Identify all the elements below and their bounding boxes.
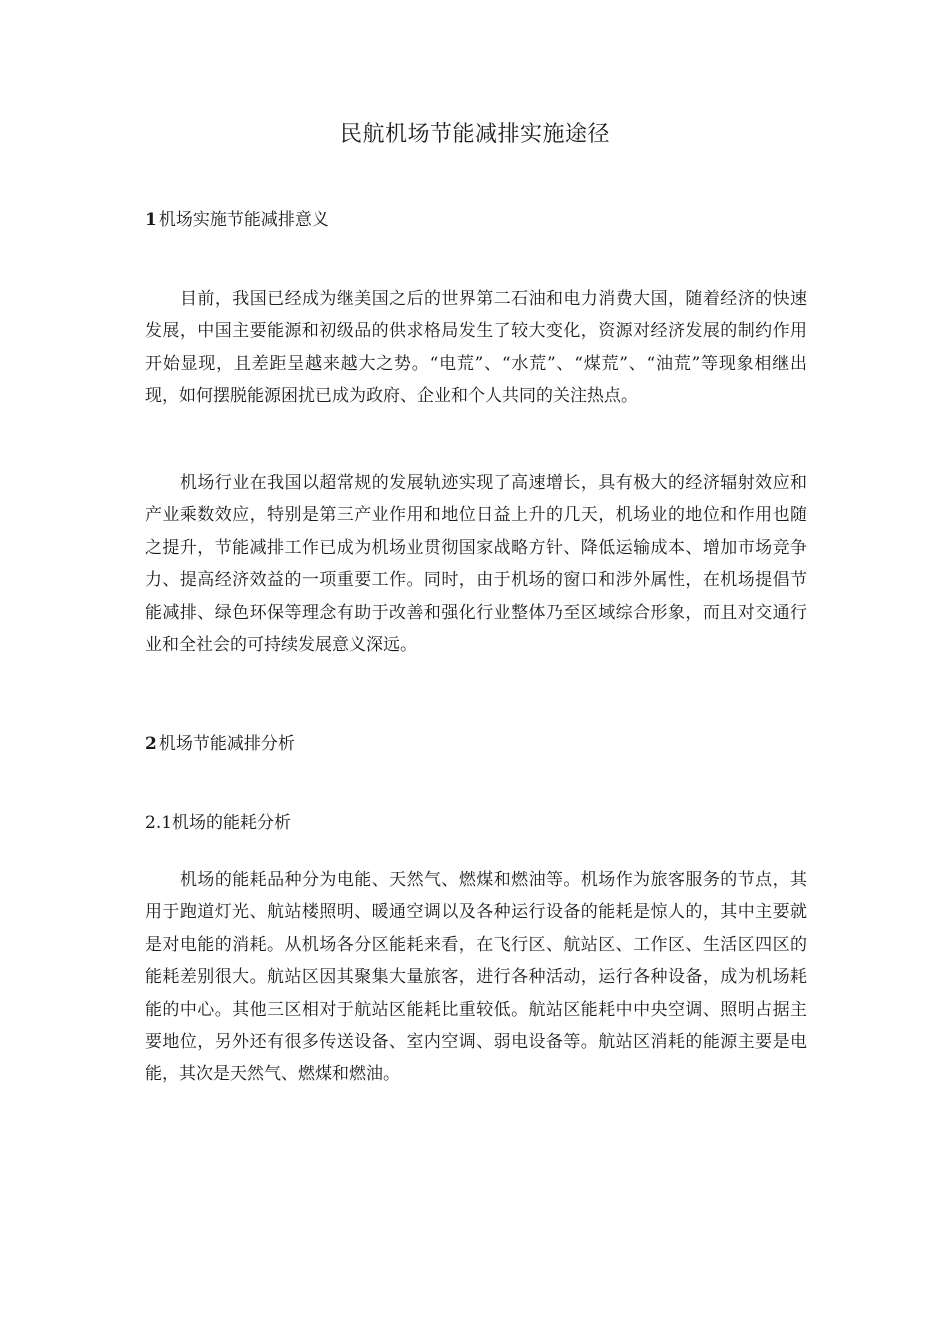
subsection-heading-2-1: 2.1机场的能耗分析 bbox=[145, 813, 292, 833]
section-number-1: 1 bbox=[145, 210, 157, 230]
section-1-paragraph-2: 机场行业在我国以超常规的发展轨迹实现了高速增长，具有极大的经济辐射效应和产业乘数效应，特别是第三产业作用和地位日益上升的几天，机场业的地位和作用也随之提升，节能减排工作已成为机场业贯彻国家战略方针、降低运输成本、增加市场竞争力、提高经济效益的一项重要工作。同时，由于机场的窗口和涉外属性，在机场提倡节能减排、绿色环保等理念有助于改善和强化行业整体乃至区域综合形象，而且对交通行业和全社会的可持续发展意义深远。 bbox=[145, 473, 807, 656]
section-title-2: 机场节能减排分析 bbox=[158, 734, 295, 754]
section-heading-1 bbox=[145, 207, 329, 233]
section-1-paragraph-1: 目前，我国已经成为继美国之后的世界第二石油和电力消费大国，随着经济的快速发展，中国主要能源和初级品的供求格局发生了较大变化，资源对经济发展的制约作用开始显现，且差距呈越来越大之势。“电荒”、“水荒”、“煤荒”、“油荒”等现象相继出现，如何摆脱能源困扰已成为政府、企业和个人共同的关注热点。 bbox=[145, 289, 807, 407]
section-heading-2 bbox=[145, 731, 295, 757]
section-title-1: 机场实施节能减排意义 bbox=[158, 210, 329, 230]
section-number-2: 2 bbox=[145, 734, 157, 754]
document-title: 民航机场节能减排实施途径 bbox=[339, 122, 610, 147]
subsection-2-1-paragraph-1: 机场的能耗品种分为电能、天然气、燃煤和燃油等。机场作为旅客服务的节点，其用于跑道灯光、航站楼照明、暖通空调以及各种运行设备的能耗是惊人的，其中主要就是对电能的消耗。从机场各分区能耗来看，在飞行区、航站区、工作区、生活区四区的能耗差别很大。航站区因其聚集大量旅客，进行各种活动，运行各种设备，成为机场耗能的中心。其他三区相对于航站区能耗比重较低。航站区能耗中中央空调、照明占据主要地位，另外还有很多传送设备、室内空调、弱电设备等。航站区消耗的能源主要是电能，其次是天然气、燃煤和燃油。 bbox=[145, 870, 807, 1085]
